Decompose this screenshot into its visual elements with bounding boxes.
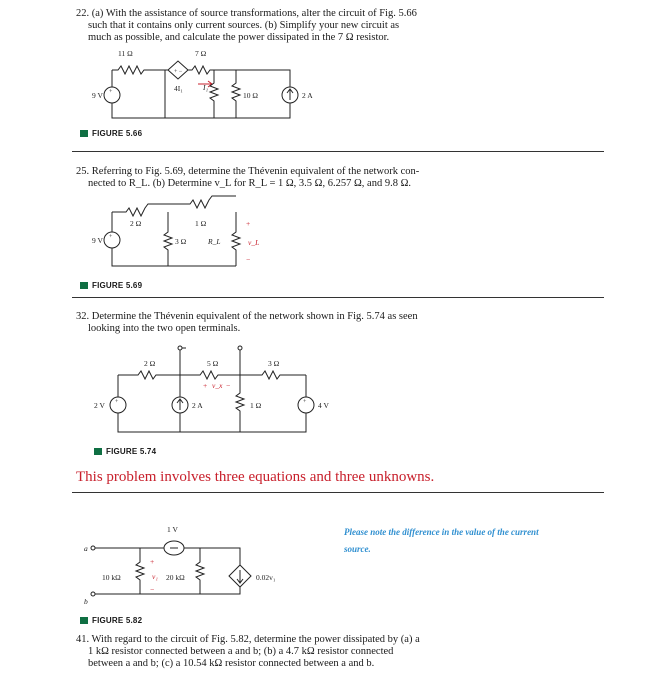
p22-line1: 22. (a) With the assistance of source transformations, alter the circuit of Fig. 5.66 [76, 8, 417, 19]
p25-line2: nected to R_L. (b) Determine v_L for R_L = 1 Ω, 3.5 Ω, 6.257 Ω, and 9.8 Ω. [88, 178, 412, 189]
terminal-a-label: a [84, 544, 88, 553]
p41-line1: 41. With regard to the circuit of Fig. 5.82, determine the power dissipated by (a) a [76, 634, 420, 645]
label-0-02v1: 0.02v₁ [256, 573, 276, 582]
figure-5-66-caption: FIGURE 5.66 [80, 129, 142, 138]
src-2v-plus: + [115, 399, 119, 405]
label-9v: 9 V [92, 91, 103, 100]
label-7ohm: 7 Ω [195, 49, 207, 58]
p32-line2: looking into the two open terminals. [88, 323, 241, 334]
label-10ohm: 10 Ω [243, 91, 258, 100]
vl-minus: − [246, 255, 251, 264]
blue-note-line2: source. [344, 544, 371, 554]
label-9v-569: 9 V [92, 236, 103, 245]
p32-line1: 32. Determine the Thévenin equivalent of the network shown in Fig. 5.74 as seen [76, 311, 418, 322]
label-2a-574: 2 A [192, 401, 203, 410]
vl-plus: + [246, 219, 251, 228]
label-vl: v_L [248, 238, 260, 247]
src-9v-569-plus: + [109, 234, 113, 240]
label-rl: R_L [208, 237, 221, 246]
label-i1: I₁ [203, 83, 209, 92]
label-10kohm: 10 kΩ [102, 573, 121, 582]
vx-minus: − [226, 381, 231, 390]
label-11ohm: 11 Ω [118, 49, 133, 58]
label-20kohm: 20 kΩ [166, 573, 185, 582]
v1-plus: + [150, 557, 155, 566]
label-4v: 4 V [318, 401, 329, 410]
label-2a: 2 A [302, 91, 313, 100]
label-2v: 2 V [94, 401, 105, 410]
label-2ohm-569: 2 Ω [130, 219, 142, 228]
p41-line3: between a and b; (c) a 10.54 kΩ resistor connected between a and b. [88, 658, 375, 669]
figure-5-69-caption: FIGURE 5.69 [80, 281, 142, 290]
vx-plus: + [203, 381, 208, 390]
label-4i1: 4I₁ [174, 84, 183, 93]
label-1ohm-569: 1 Ω [195, 219, 207, 228]
label-v1: v₁ [152, 572, 158, 581]
p25-line1: 25. Referring to Fig. 5.69, determine the Thévenin equivalent of the network con- [76, 166, 420, 177]
label-1v: 1 V [167, 525, 178, 534]
p22-line2: such that it contains only current sources. (b) Simplify your new circuit as [88, 20, 400, 31]
p22-line3: much as possible, and calculate the power dissipated in the 7 Ω resistor. [88, 32, 390, 43]
figure-5-82-caption: FIGURE 5.82 [80, 616, 142, 625]
dep-src-plusminus: + − [174, 69, 183, 75]
label-3ohm-569: 3 Ω [175, 237, 187, 246]
label-2ohm-574: 2 Ω [144, 359, 156, 368]
terminal-b-label: b [84, 597, 88, 606]
label-5ohm-574: 5 Ω [207, 359, 219, 368]
blue-note-line1: Please note the difference in the value of the current [344, 527, 539, 537]
p41-line2: 1 kΩ resistor connected between a and b; (b) a 4.7 kΩ resistor connected [88, 646, 394, 657]
label-vx: v_x [212, 381, 223, 390]
label-3ohm-574: 3 Ω [268, 359, 280, 368]
label-1ohm-574: 1 Ω [250, 401, 262, 410]
src-9v-plus: + [109, 89, 113, 95]
figure-5-74-caption: FIGURE 5.74 [94, 447, 156, 456]
v1-minus: − [150, 585, 155, 594]
src-4v-plus: + [303, 399, 307, 405]
red-annotation: This problem involves three equations and three unknowns. [76, 469, 435, 485]
